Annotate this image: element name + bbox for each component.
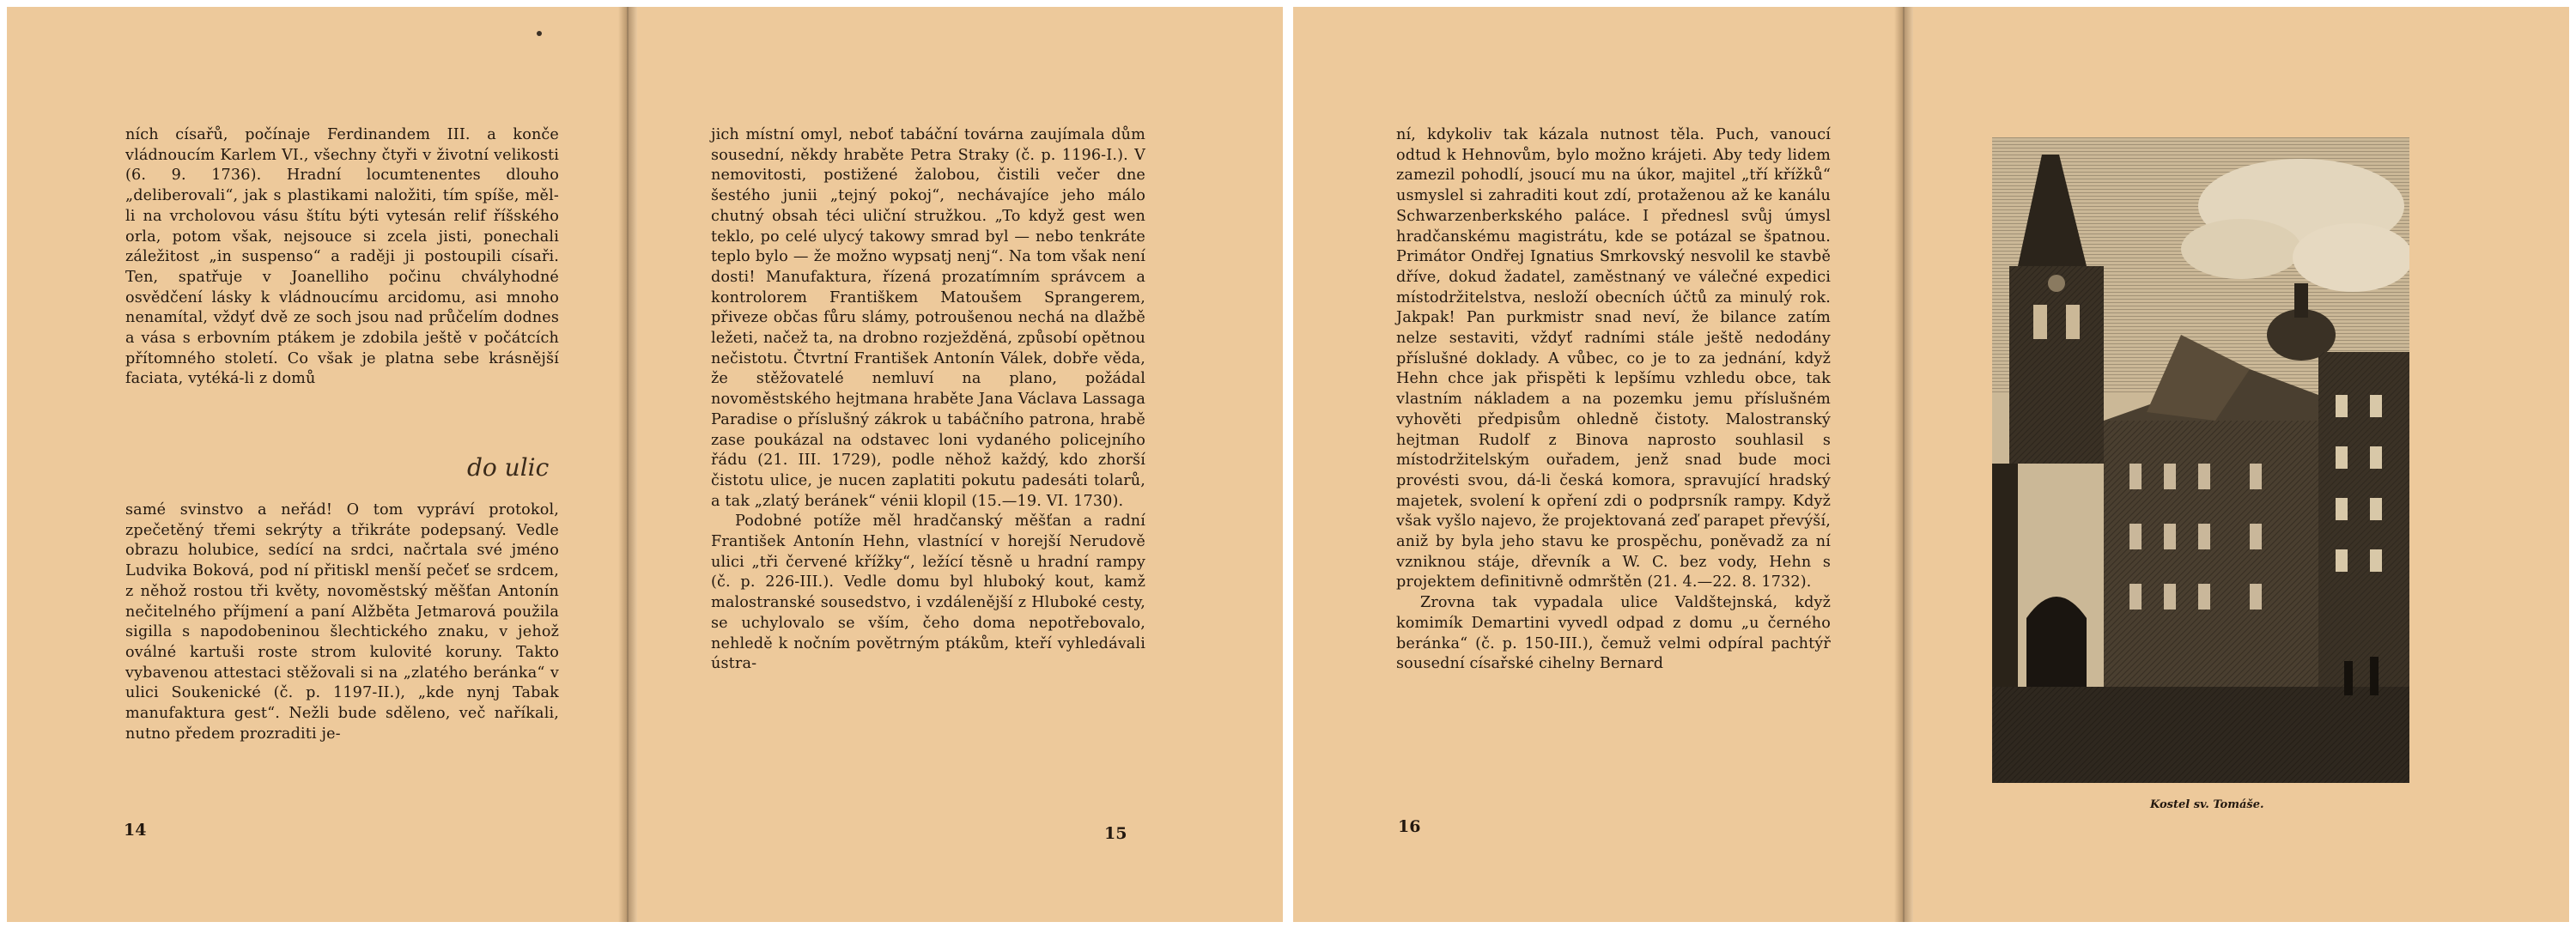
handwritten-note: do ulic	[467, 453, 550, 482]
page-number-15: 15	[1104, 824, 1127, 843]
page-14	[7, 7, 627, 922]
page-16-text	[1396, 125, 1831, 675]
page-number-16: 16	[1398, 817, 1421, 836]
paragraph: ních císařů, počínaje Ferdinandem III. a konče vládnoucím Karlem VI., všechny čtyři v životní velikosti (6. 9. 1736). Hradní locumtenentes dlouho „deliberovali“, jak s plastikami naložiti, tím spíše, měl-li na vrcholovou vásu štítu býti vytesán relif říšského orla, potom však, nejsouce si zcela jisti, ponechali záležitost „in suspenso“ a raději ji postoupili císaři. Ten, spatřuje v Joanelliho počinu chvályhodné osvědčení lásky k vládnoucímu arcidomu, asi mnoho nenamítal, vždyť dvě ze soch jsou nad průčelím dodnes a vása s erbovním ptákem je zdobila ještě v počátcích přítomného století. Co však je platna sebe krásnější faciata, vytéká-li z domů	[125, 126, 559, 388]
paragraph: Podobné potíže měl hradčanský měšťan a radní František Antonín Hehn, vlastnící v horejší Nerudově ulici „tři červené křížky“, ležící těsně u hradní rampy (č. p. 226-III.). Vedle domu byl hluboký kout, kamž malostranské sousedstvo, i vzdálenější z Hluboké cesty, se uchylovalo se vším, čeho doma nepotřebovalo, nehledě k nočním povětrným ptákům, kteří vyhledávali ústra-	[711, 513, 1145, 673]
paragraph: ní, kdykoliv tak kázala nutnost těla. Puch, vanoucí odtud k Hehnovům, bylo možno krájeti. Aby tedy lidem zamezil pohodlí, jsoucí mu na úkor, majitel „tří křížků“ usmyslel si zahraditi kout zdí, protaženou až ke kanálu Schwarzenberkského paláce. I přednesl svůj úmysl hradčanskému magistrátu, kde se potázal se špatnou. Primátor Ondřej Ignatius Smrkovský nesvolil ke stavbě dříve, dokud žadatel, zaměstnaný ve válečné expedici místodržitelstva, nesloží obecních účtů za minulý rok. Jakpak! Pan purkmistr snad neví, že bilance zatím nelze sestaviti, vždyť radními stále ještě nedodány příslušné doklady. A vůbec, co je to za jednání, když Hehn chce jak přispěti k lepšímu vzhledu obce, tak vlastním nákladem a na pozemku jemu příslušném vyhověti předpisům ohledně čistoty. Malostranský hejtman Rudolf z Binova naprosto souhlasil s místodržitelským ouřadem, jenž snad bude moci provésti svou, dá-li česká komora, spravující hradský majetek, svolení k opření zdi o podprsník rampy. Když však vyšlo najevo, že projektovaná zeď parapet převýší, aniž by byla jeho stavu ke prospěchu, poněvadž za ní vzniknou stáje, dřevník a W. C. bez vody, Hehn s projektem definitivně odmrštěn (21. 4.—22. 8. 1732).	[1396, 126, 1831, 591]
paragraph: samé svinstvo a neřád! O tom vypráví protokol, zpečetěný třemi sekrýty a třikráte podepsaný. Vedle obrazu holubice, sedící na srdci, načrtala své jméno Ludvika Boková, pod ní přitiskl menší pečeť se srdcem, z něhož rostou tři květy, novoměstský měšťan Antonín nečitelného příjmení a paní Alžběta Jetmarová použila sigilla s napodobeninou šlechtického znaku, v jehož oválné kartuši roste strom kulovité koruny. Takto vybavenou attestaci stěžovali si na „zlatého beránka“ v ulici Soukenické (č. p. 1197-II.), „kde nynj Tabak manufaktura gest“. Nežli bude sděleno, več naříkali, nutno předem prozraditi je-	[125, 501, 559, 743]
right-spread	[1293, 7, 2569, 922]
page-17	[1913, 7, 2569, 922]
church-engraving-icon	[1992, 137, 2409, 783]
page-16	[1293, 7, 1903, 922]
ink-speck	[537, 31, 542, 36]
paragraph: jich místní omyl, neboť tabáční továrna zaujímala dům sousední, někdy hraběte Petra Straky (č. p. 1196-I.). V nemovitosti, postižené žalobou, čistili večer dne šestého junii „tejný pokoj“, nechávajíce jeho málo chutný obsah téci uliční stružkou. „To když gest wen teklo, po celé ulycý takowy smrad byl — nebo tenkráte teplo bylo — že možno wypsatj nenj“. Na tom však není dosti! Manufaktura, řízená prozatímním správcem a kontrolorem Františkem Matoušem Sprangerem, přiveze občas fůru slámy, potroušenou nechá na dlažbě ležeti, načež ta, na drobno rozježděná, způsobí opětnou nečistotu. Čtvrtní František Antonín Válek, dobře věda, že stěžovatelé nemluví na plano, požádal novoměstského hejtmana hraběte Jana Václava Lassaga Paradise o příslušný zákrok u tabáčního patrona, hrabě zase poukázal na odstavec loni vydaného policejního řádu (21. III. 1729), podle něhož každý, kdo zhorší čistotu ulice, je nucen zaplatiti pokutu padesáti tolarů, a tak „zlatý beránek“ vénii klopil (15.—19. VI. 1730).	[711, 126, 1145, 510]
page-14-text-bottom	[125, 500, 559, 744]
page-14-text-top	[125, 125, 559, 390]
page-15	[637, 7, 1283, 922]
page-15-text	[711, 125, 1145, 675]
engraving-church-illustration	[1992, 137, 2409, 783]
binding-gutter	[1894, 7, 1913, 922]
left-spread	[7, 7, 1283, 922]
binding-gutter	[618, 7, 637, 922]
page-number-14: 14	[124, 821, 147, 840]
paragraph: Zrovna tak vypadala ulice Valdštejnská, když komimík Demartini vyvedl odpad z domu „u černého beránka“ (č. p. 150-III.), čemuž velmi odpíral pachtýř sousední císařské cihelny Bernard	[1396, 594, 1831, 673]
illustration-caption: Kostel sv. Tomáše.	[2150, 798, 2264, 811]
